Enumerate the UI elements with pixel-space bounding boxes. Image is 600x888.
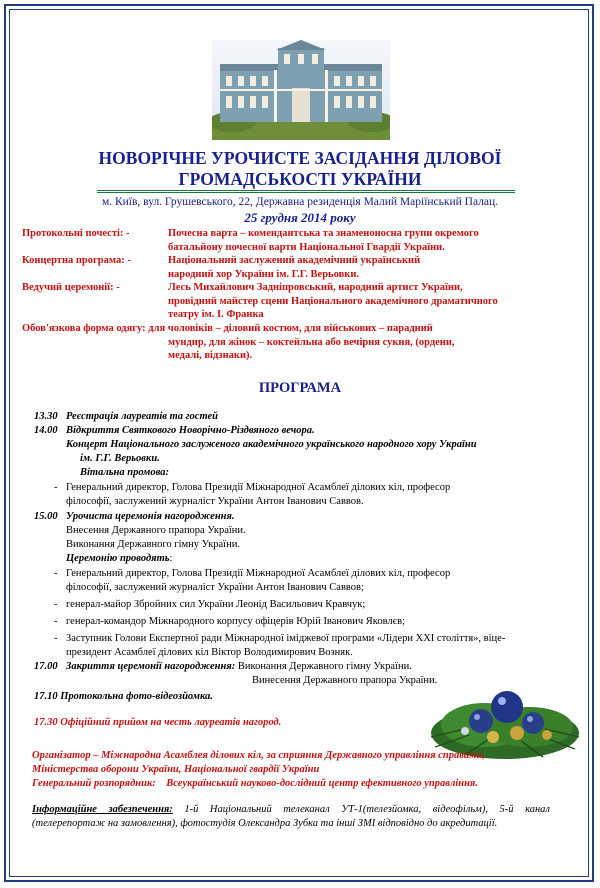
event-date: 25 грудня 2014 року [244,210,356,225]
greeting-label: Вітальна промова: [80,467,169,478]
general-manager-line [32,777,478,791]
award-ceremony: Урочиста церемонія нагородження. [66,511,235,522]
time-1330: 13.30 [34,411,58,422]
flag-in: Внесення Державного прапора України. [66,525,246,536]
host-label: Ведучий церемонії: - [22,282,120,293]
title-line-1: НОВОРІЧНЕ УРОЧИСТЕ ЗАСІДАННЯ ДІЛОВОЇ [98,148,502,168]
time-1400: 14.00 [34,425,58,436]
concert-label: Концертна програма: - [22,255,131,266]
director-2-line-2: філософії, заслужений журналіст України Антон Іванович Саввов; [66,582,364,593]
closing-label: Закриття церемонії нагородження: [66,661,236,672]
bullet: - [54,633,58,644]
director-2-line-1: Генеральний директор, Голова Президії Міжнародної Асамблеї ділових кіл, професор [66,568,451,579]
concert-line-2: ім. Г.Г. Верьовки. [80,453,160,464]
address: м. Київ, вул. Грушевського, 22, Державна резиденція Малий Маріїнський Палац. [101,196,499,208]
bullet: - [54,568,58,579]
dress-code-line-1: Обов'язкова форма одягу: для чоловіків – діловий костюм, для військових – парадний [22,323,433,334]
media-support [32,803,550,831]
reception: 17.30 Офіційний прийом на честь лауреатів нагород. [34,717,282,728]
program-heading: ПРОГРАМА [258,380,342,396]
flag-out: Винесення Державного прапора України. [252,675,438,686]
director-1-line-1: Генеральний директор, Голова Президії Міжнародної Асамблеї ділових кіл, професор [66,482,451,493]
deputy-line-2: президент Асамблеї ділових кіл Віктор Володимирович Возняк. [66,647,353,658]
director-1-line-2: філософії, заслужений журналіст України Антон Іванович Саввов. [66,496,364,507]
organizer-line-1: Організатор – Міжнародна Асамблея ділових кіл, за сприяння Державного управління справами, [32,750,485,761]
closing-line [66,660,412,674]
concert-line-1: Національний заслужений академічний український [168,255,421,266]
media-support-text: 1-й Національний телеканал УТ-1(телезйомка, відеофільм), 5-й канал (телерепортаж на замовлення), фотостудія Олександра Зубка та інші ЗМІ відповідно до акредитації. [32,804,551,829]
general-commander: генерал-командор Міжнародного корпусу офіцерів Юрій Іванович Яковлєв; [66,616,406,627]
protocol-line-2: батальйону почесної варти Національної Гвардії України. [168,242,445,253]
closing-text: Виконання Державного гімну України. [237,661,412,672]
palace-image [212,40,390,140]
general-major: генерал-майор Збройних сил України Леонід Васильович Кравчук; [66,599,366,610]
protocol-line-1: Почесна варта – комендантська та знаменоносна групи окремого [168,228,479,239]
hosts-colon: : [169,553,173,564]
registration: Реєстрація лауреатів та гостей [66,411,218,422]
deputy-line-1: Заступник Голови Експертної ради Міжнародної іміджевої програми «Лідери XXI століття», віце- [66,633,506,644]
organizer-line-2: Міністерства оборони України, Національної гвардії України [32,764,320,775]
time-1700: 17.00 [34,661,58,672]
hosts-label: Церемонію проводять [66,553,170,564]
host-line-1: Лесь Михайлович Задніпровський, народний артист України, [168,282,463,293]
bullet: - [54,599,58,610]
hosts-line [66,552,172,566]
dress-code-line-2: мундир, для жінок – коктейльна або вечірня сукня, (ордени, [168,337,455,348]
concert-line-2: народний хор України ім. Г.Г. Верьовки. [168,269,359,280]
time-1500: 15.00 [34,511,58,522]
title-divider [97,190,515,193]
host-line-2: провідний майстер сцени Національного академічного драматичного [168,296,498,307]
dress-code-line-3: медалі, відзнаки). [168,350,253,361]
anthem: Виконання Державного гімну України. [66,539,240,550]
protocol-label: Протокольні почесті: - [22,228,130,239]
bullet: - [54,616,58,627]
opening: Відкриття Святкового Новорічно-Різдвяного вечора. [66,425,315,436]
concert-line-1: Концерт Національного заслуженого академічного українського народного хору України [66,439,477,450]
photo-session: 17.10 Протокольна фото-відеозйомка. [34,691,213,702]
general-manager-text: Всеукраїнський науково-дослідний центр ефективного управління. [166,778,478,789]
host-line-3: театру ім. І. Франка [168,309,264,320]
bullet: - [54,482,58,493]
media-support-label: Інформаційне забезпечення: [32,804,173,815]
general-manager-label: Генеральний розпорядник: [32,778,156,789]
title-line-2: ГРОМАДСЬКОСТІ УКРАЇНИ [178,169,422,189]
